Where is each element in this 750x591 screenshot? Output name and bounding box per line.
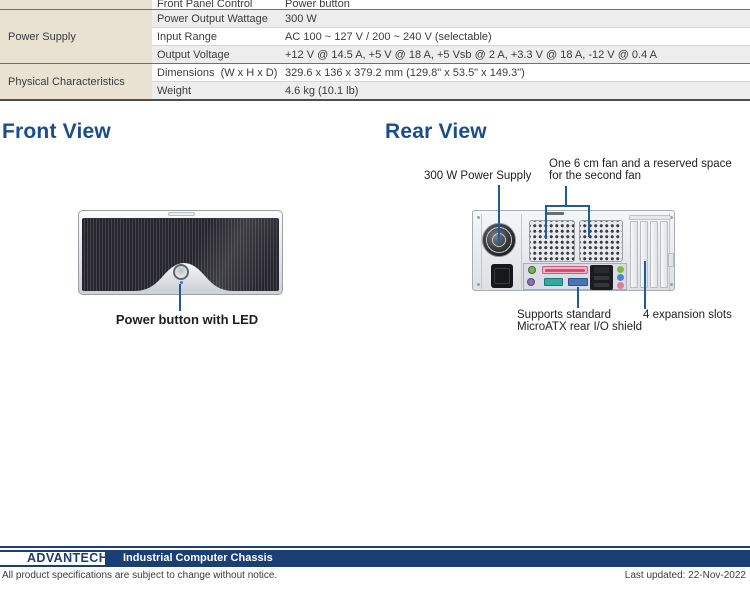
vga-port xyxy=(568,278,588,286)
fan-grille-2 xyxy=(579,220,623,262)
annotation-io-line2: MicroATX rear I/O shield xyxy=(517,321,643,333)
annotation-fan-line2: for the second fan xyxy=(549,170,642,182)
annotation-fan-line1: One 6 cm fan and a reserved space xyxy=(549,158,732,170)
annotation-slots: 4 expansion slots xyxy=(643,309,732,321)
pointer-line-fan-bracket xyxy=(545,205,590,207)
annotation-power-button: Power button with LED xyxy=(115,312,259,327)
fan-grille-1 xyxy=(529,220,575,262)
table-value-cell: 300 W xyxy=(285,13,317,25)
power-button xyxy=(173,264,189,280)
table-bottom-border xyxy=(0,99,750,101)
lan-port xyxy=(594,267,609,273)
footer-disclaimer: All product specifications are subject to change without notice. xyxy=(2,570,278,581)
top-vent xyxy=(546,212,564,215)
usb-port xyxy=(594,283,609,287)
parallel-port xyxy=(542,266,588,274)
audio-jack-pink xyxy=(617,282,624,289)
rear-view-heading: Rear View xyxy=(385,120,487,143)
table-value-cell: 329.6 x 136 x 379.2 mm (129.8" x 53.5" x 149.3") xyxy=(285,67,525,79)
front-view-heading: Front View xyxy=(2,120,111,143)
table-row-band xyxy=(152,82,750,99)
table-property-cell: Dimensions (W x H x D) xyxy=(157,67,278,79)
slot-bracket xyxy=(629,215,671,220)
table-property-cell: Power Output Wattage xyxy=(157,13,268,25)
ac-power-inlet xyxy=(491,264,513,288)
table-category-cell: Physical Characteristics xyxy=(8,76,125,88)
parallel-port-inner xyxy=(545,269,585,272)
right-seam xyxy=(669,213,670,290)
table-property-cell: Weight xyxy=(157,85,192,97)
table-value-cell: AC 100 ~ 127 V / 200 ~ 240 V (selectable) xyxy=(285,31,492,43)
usb-port xyxy=(594,276,609,280)
front-chassis-image xyxy=(78,210,283,295)
ps2-keyboard-port xyxy=(527,278,535,286)
table-property-cell: Output Voltage xyxy=(157,49,230,61)
advantech-logo: ADVANTECH xyxy=(0,552,105,565)
pointer-line-io-shield xyxy=(577,287,579,308)
chassis-seam xyxy=(481,214,482,289)
table-category-cell: Power Supply xyxy=(8,31,76,43)
screw-icon xyxy=(670,283,673,286)
footer-banner xyxy=(0,550,750,567)
pointer-line-slots xyxy=(644,261,646,309)
io-shield xyxy=(523,263,627,290)
chassis-clip xyxy=(668,253,674,267)
audio-jack-blue xyxy=(617,274,624,281)
screw-icon xyxy=(477,283,480,286)
table-value-cell: +12 V @ 14.5 A, +5 V @ 18 A, +5 Vsb @ 2 A, +3.3 V @ 18 A, -12 V @ 0.4 A xyxy=(285,49,658,61)
pointer-line-fan-left xyxy=(545,205,547,239)
front-bezel-tab xyxy=(168,212,195,216)
lan-usb-block xyxy=(590,265,613,290)
footer-banner-title: Industrial Computer Chassis xyxy=(123,552,273,564)
expansion-slot-cover xyxy=(660,221,668,288)
pointer-line-fan-right xyxy=(588,205,590,237)
table-value-cell: Power button xyxy=(285,0,350,10)
ps2-mouse-port xyxy=(528,266,536,274)
table-value-cell: 4.6 kg (10.1 lb) xyxy=(285,85,359,97)
footer-top-rule xyxy=(0,546,750,548)
expansion-slot-cover xyxy=(630,221,638,288)
ac-socket xyxy=(494,268,510,284)
serial-port xyxy=(544,278,563,286)
footer-last-updated: Last updated: 22-Nov-2022 xyxy=(624,570,746,581)
expansion-slots xyxy=(630,221,668,288)
audio-jack-green xyxy=(617,266,624,273)
pointer-line-power-button xyxy=(179,284,181,311)
table-property-cell: Input Range xyxy=(157,31,217,43)
table-section-divider xyxy=(0,9,750,10)
expansion-slot-cover xyxy=(650,221,658,288)
psu-seam xyxy=(521,214,522,289)
annotation-io-line1: Supports standard xyxy=(517,309,611,321)
annotation-psu: 300 W Power Supply xyxy=(424,170,532,182)
table-property-cell: Front Panel Control xyxy=(157,0,253,10)
pointer-line-psu xyxy=(498,185,500,241)
screw-icon xyxy=(477,216,480,219)
pointer-line-fan-stem xyxy=(565,186,567,206)
